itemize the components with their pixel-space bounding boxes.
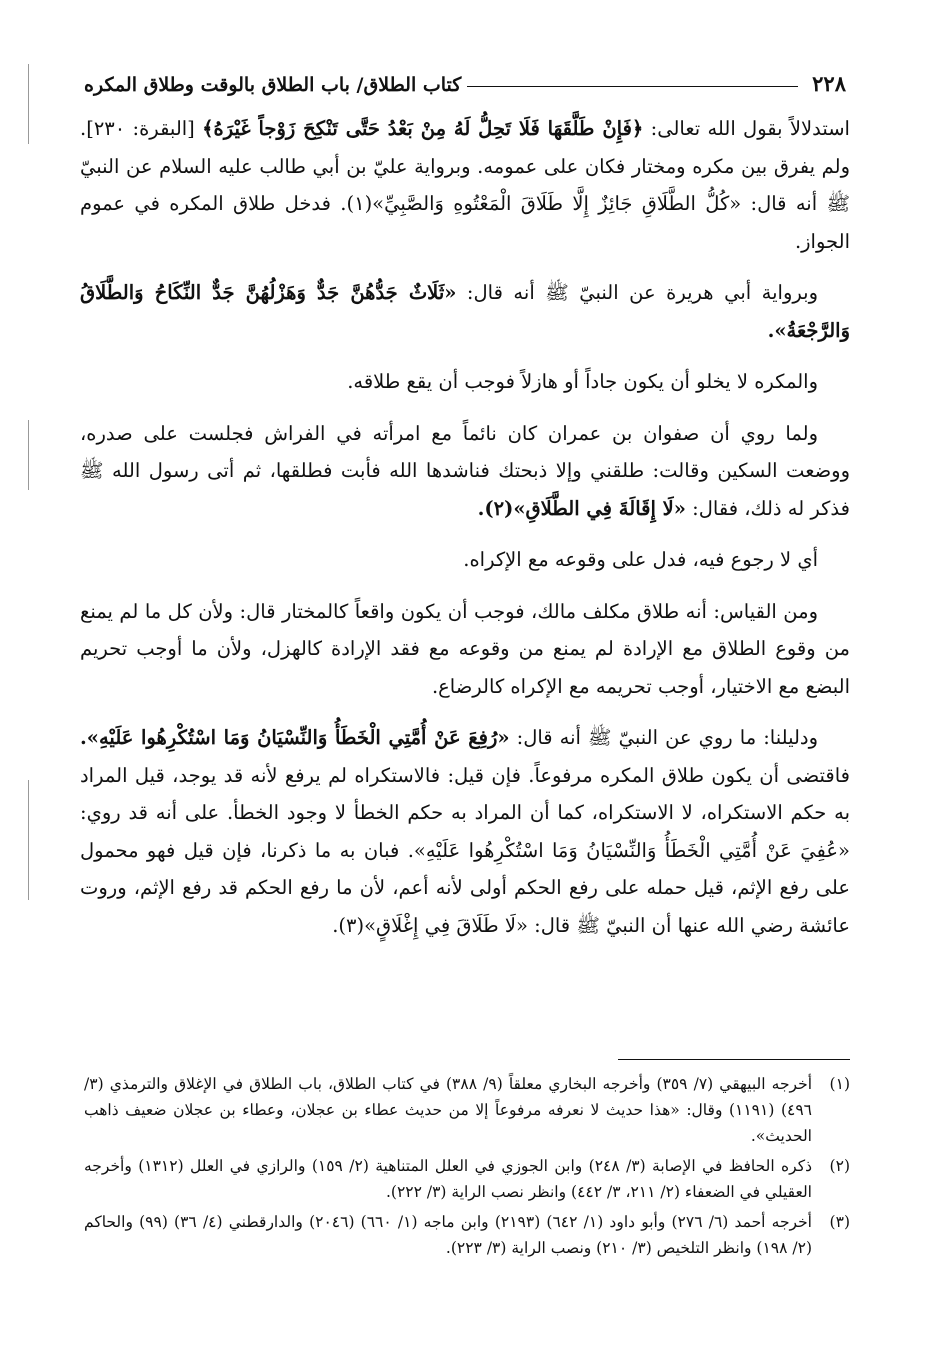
page-number: ٢٢٨ [812, 71, 846, 96]
scan-edge-mark [28, 64, 29, 144]
footnote [84, 1153, 850, 1205]
text-run: وبرواية أبي هريرة عن النبيّ ﷺ أنه قال: [456, 281, 818, 304]
hadith-quote: «لَا إِقَالَةَ فِي الطَّلَاقِ»(٢). [477, 496, 686, 520]
body-text [80, 110, 850, 958]
paragraph [80, 110, 850, 260]
footnote-number: (١) [829, 1075, 850, 1093]
running-title: كتاب الطلاق/ باب الطلاق بالوقت وطلاق المكره [84, 74, 462, 96]
text-run: [البقرة: ٢٣٠]. ولم يفرق بين مكره ومختار فكان على عمومه. وبرواية عليّ بن أبي طالب عليه السلام عن النبيّ ﷺ أنه قال: «كُلُّ الطَّلَاقِ جَائِزٌ إِلَّا طَلَاقَ الْمَعْتُوهِ وَالصَّبِيِّ»(١). فدخل طلاق المكره في عموم الجواز. [80, 117, 850, 253]
footnotes [84, 1071, 850, 1265]
text-run: أي لا رجوع فيه، فدل على وقوعه مع الإكراه. [463, 548, 818, 571]
running-header [84, 66, 846, 96]
scan-edge-mark [28, 780, 29, 900]
hadith-quote: «رُفِعَ عَنْ أُمَّتِي الْخَطَأُ وَالنِّسْيَانُ وَمَا اسْتُكْرِهُوا عَلَيْهِ». [80, 726, 510, 749]
paragraph [80, 415, 850, 528]
quran-verse: ﴿فَإِنْ طَلَّقَهَا فَلَا تَحِلُّ لَهُ مِنْ بَعْدُ حَتَّى تَنْكِحَ زَوْجاً غَيْرَهُ﴾ [202, 117, 644, 140]
footnote-number: (٢) [829, 1157, 850, 1175]
text-run: فاقتضى أن يكون طلاق المكره مرفوعاً. فإن قيل: فالاستكراه لم يرفع لأنه قد يوجد، قيل المراد به حكم الاستكراه، لا الاستكراه، كما أن المراد به حكم الخطأ لا وجود الخطأ. على أنه قد روي: «عُفِيَ عَنْ أُمَّتِي الْخَطَأُ وَالنِّسْيَانُ وَمَا اسْتُكْرِهُوا عَلَيْهِ». فبان به ما ذكرنا، فإن قيل فهو محمول على رفع الإثم، قيل حمله على رفع الحكم أولى لأنه أعم، لأن ما رفع الحكم قد رفع الإثم، وروت عائشة رضي الله عنها أن النبيّ ﷺ قال: «لَا طَلَاقَ فِي إِغْلَاقٍ»(٣). [80, 763, 850, 937]
text-run: استدلالاً بقول الله تعالى: [643, 117, 850, 140]
footnote [84, 1209, 850, 1261]
paragraph [80, 593, 850, 706]
footnote-text: ذكره الحافظ في الإصابة (٣/ ٢٤٨) وابن الجوزي في العلل المتناهية (٢/ ١٥٩) والرازي في العلل (١٣١٢) وأخرجه العقيلي في الضعفاء (٢/ ٢١١، ٣/ ٤٤٢) وانظر نصب الراية (٣/ ٢٢٢). [84, 1157, 813, 1201]
paragraph [80, 541, 850, 579]
text-run: ومن القياس: أنه طلاق مكلف مالك، فوجب أن يكون واقعاً كالمختار قال: ولأن كل ما لم يمنع من وقوع الطلاق مع الإرادة لم يمنع من وقوعه مع فقد الإرادة كالهزل، ولأن ما أوجب تحريم البضع مع الاختيار، أوجب تحريمه مع الإكراه كالرضاع. [80, 599, 850, 698]
footnote-text: أخرجه البيهقي (٧/ ٣٥٩) وأخرجه البخاري معلقاً (٩/ ٣٨٨) في كتاب الطلاق، باب الطلاق في الإغلاق والترمذي (٣/ ٤٩٦) (١١٩١) وقال: «هذا حديث لا نعرفه مرفوعاً إلا من حديث عطاء بن عجلان، وعطاء بن عجلان ضعيف ذاهب الحديث». [84, 1075, 812, 1145]
text-run: ولما روي أن صفوان بن عمران كان نائماً مع امرأته في الفراش فجلست على صدره، ووضعت السكين وقالت: طلقني وإلا ذبحتك فناشدها الله فأبت فطلقها، ثم أتى رسول الله ﷺ فذكر له ذلك، فقال: [80, 421, 850, 520]
footnote-number: (٣) [829, 1213, 850, 1231]
paragraph [80, 274, 850, 349]
text-run: ودليلنا: ما روي عن النبيّ ﷺ أنه قال: [509, 726, 818, 749]
text-run: والمكره لا يخلو أن يكون جاداً أو هازلاً فوجب أن يقع طلاقه. [347, 370, 818, 393]
paragraph [80, 719, 850, 944]
footnote [84, 1071, 850, 1149]
header-rule [467, 86, 798, 87]
footnote-separator [618, 1059, 850, 1060]
hadith-quote: «ثَلَاثٌ جَدُّهُنَّ جَدٌّ وَهَزْلُهُنَّ جَدٌّ النِّكَاحُ وَالطَّلَاقُ وَالرَّجْعَةُ». [80, 281, 850, 342]
paragraph [80, 363, 850, 401]
scan-edge-mark [28, 420, 29, 490]
footnote-text: أخرجه أحمد (٦/ ٢٧٦) وأبو داود (١/ ٦٤٢) (٢١٩٣) وابن ماجه (١/ ٦٦٠) (٢٠٤٦) والدارقطني (٤/ ٣٦) (٩٩) والحاكم (٢/ ١٩٨) وانظر التلخيص (٣/ ٢١٠) ونصب الراية (٣/ ٢٢٣). [84, 1213, 812, 1257]
